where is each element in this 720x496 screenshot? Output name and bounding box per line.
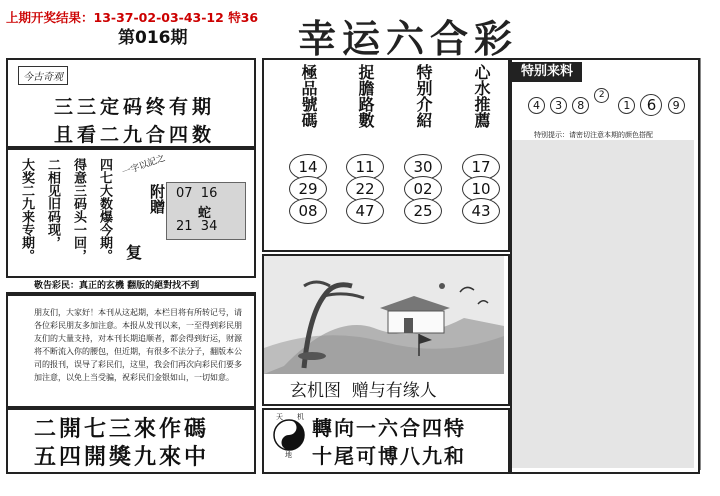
number-circle: 02: [404, 176, 442, 202]
number-circle: 30: [404, 154, 442, 180]
special-digit: 6: [640, 94, 662, 116]
number-circle: 11: [346, 154, 384, 180]
column-heading-1: 極品號碼: [299, 64, 318, 128]
yinyang-label: 天: [276, 413, 283, 421]
special-digit: 1: [618, 97, 635, 114]
gift-label: 附贈: [148, 184, 166, 214]
special-digit: 4: [528, 97, 545, 114]
gift-animal: 蛇: [198, 206, 212, 221]
number-circle: 10: [462, 176, 500, 202]
category-tag: 今古奇观: [18, 66, 68, 85]
special-digit: 2: [594, 88, 609, 103]
number-circle: 29: [289, 176, 327, 202]
headline-line1: 三三定码终有期: [54, 96, 216, 118]
number-circle: 25: [404, 198, 442, 224]
number-circle: 14: [289, 154, 327, 180]
poem-column-4: 四七大数爆今期。: [97, 158, 112, 262]
slogan-line2: 五四開獎九來中: [34, 444, 210, 470]
last-result-numbers: 13-37-02-03-43-12: [93, 10, 224, 25]
yinyang-label: 地: [285, 451, 292, 459]
yinyang-label: 机: [297, 413, 304, 421]
page-border-right: [700, 58, 701, 470]
slogan-line1: 二開七三來作碼: [34, 416, 210, 442]
yinyang-icon: [272, 418, 306, 452]
special-digit: 8: [572, 97, 589, 114]
gift-numbers-top: 07 16: [176, 186, 218, 201]
special-digit: 9: [668, 97, 685, 114]
number-circle: 17: [462, 154, 500, 180]
special-tip: 特别提示：请密切注意本期的颜色搭配: [534, 131, 653, 139]
number-circle: 22: [346, 176, 384, 202]
warning-text: 敬告彩民：真正的玄機 翻版的絕對找不到: [34, 281, 200, 291]
page-title: 幸运六合彩: [298, 16, 519, 61]
number-circle: 08: [289, 198, 327, 224]
color-gray-panel: [512, 140, 694, 468]
notice-text: 朋友们，大家好！本刊从这起期，本栏目将有所转记号，请各位彩民朋友多加注意。本报从发刊以来，一至得到彩民朋友们的大量支持，对本刊长期追顺者，都会得到好运，财源将不断流入你的腰包，但近期，有很多不法分子，翻版本公司的报刊，误导了彩民们，这里，我会们再次向彩民们要多加注意，以免上当受骗，祝彩民们金银如山，一切如意。: [34, 308, 242, 382]
number-circle: 43: [462, 198, 500, 224]
poem-column-1: 大奖二九来专期。: [19, 158, 34, 262]
column-heading-3: 特别介紹: [414, 64, 433, 128]
special-material-header: 特别来料: [512, 62, 582, 82]
xuanji-caption: 玄机图 赠与有缘人: [290, 381, 437, 401]
column-heading-2: 捉膽路數: [356, 64, 375, 128]
last-result-special: 特36: [228, 10, 259, 25]
special-digits: [528, 90, 685, 120]
headline-line2: 且看二九合四数: [54, 124, 216, 146]
special-digit: 3: [550, 97, 567, 114]
bottom-line1: 轉向一六合四特: [312, 416, 466, 440]
landscape-illustration: [264, 256, 504, 374]
note-answer: 复: [126, 243, 143, 262]
note-label: 一字以記之: [121, 153, 167, 179]
poem-column-2: 二相见旧码现，: [45, 158, 60, 249]
last-result-label: 上期开奖结果：: [6, 10, 94, 25]
poem-column-3: 得意三码头一回，: [71, 158, 86, 262]
issue-number: 第016期: [118, 28, 188, 48]
column-heading-4: 心水推薦: [472, 64, 491, 128]
bottom-line2: 十尾可博八九和: [312, 444, 466, 468]
number-circle: 47: [346, 198, 384, 224]
gift-numbers-bottom: 21 34: [176, 219, 218, 234]
